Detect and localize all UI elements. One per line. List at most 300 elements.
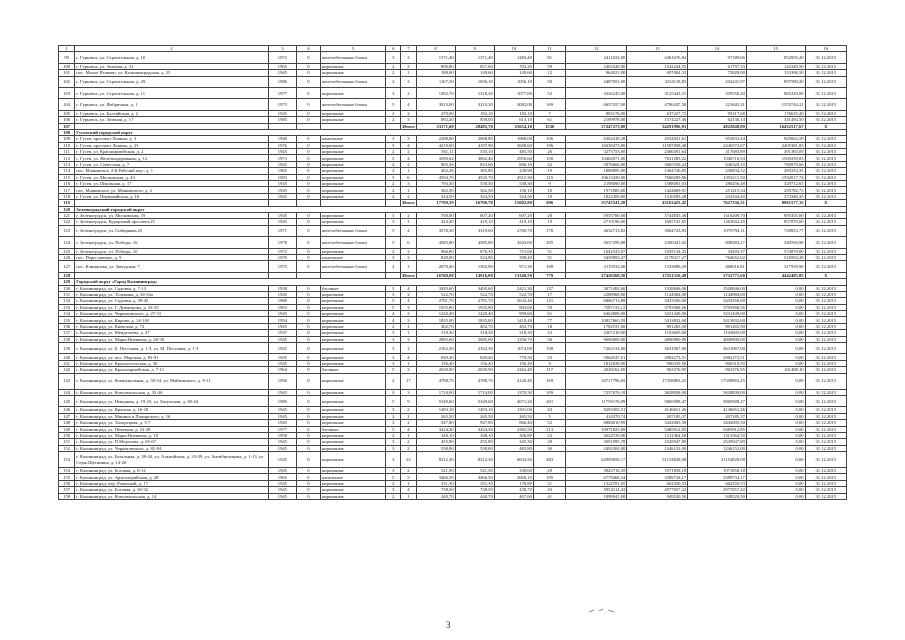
table-cell: 0 [297, 117, 321, 123]
header-cell: 3 [268, 46, 296, 52]
table-cell: 905,56 [416, 161, 455, 167]
table-cell: 5485912,85 [627, 426, 688, 432]
table-cell: 947,80 [416, 420, 455, 426]
table-cell: 5 [386, 426, 401, 432]
table-cell: 1945 [268, 493, 296, 499]
table-cell: кирпичные [320, 212, 385, 218]
table-cell: 1056,10 [494, 76, 533, 87]
table-cell: 265,50 [455, 413, 494, 419]
table-cell: 1986 [268, 76, 296, 87]
table-cell: 398,40 [494, 254, 533, 260]
table-cell: 108 [533, 343, 566, 354]
table-cell: 1492,70 [416, 87, 455, 98]
table-cell: 3 [386, 336, 401, 342]
table-cell: кирпичные [320, 311, 385, 317]
table-cell: 1938 [268, 285, 296, 291]
table-cell: кирпичные [320, 487, 385, 493]
table-cell: 103 [59, 87, 75, 98]
table-cell: 1782531,00 [566, 323, 627, 329]
table-cell: 607,20 [494, 212, 533, 218]
table-cell: г. Гусев, ул. Железнодорожная, д. 12 [75, 155, 268, 161]
table-cell: 1945 [268, 311, 296, 317]
table-cell: 15602,80 [494, 200, 533, 206]
table-cell: 136 [59, 323, 75, 329]
table-cell: 81 [533, 52, 566, 63]
table-cell: 3 [401, 389, 416, 395]
table-cell: 3439983,27 [566, 254, 627, 260]
table-cell: 111 [59, 149, 75, 155]
table-cell: 213 [533, 426, 566, 432]
table-cell: 823,60 [455, 161, 494, 167]
table-cell: 0,00 [746, 487, 805, 493]
handwritten-mark [585, 600, 625, 620]
table-cell: 19 [533, 168, 566, 174]
table-cell: панельные [320, 474, 385, 480]
table-cell: железобетонные блоки [320, 261, 385, 272]
table-cell: 5 [386, 142, 401, 148]
table-cell: 1945 [268, 323, 296, 329]
table-cell: 115 [533, 174, 566, 180]
table-cell: 0 [297, 407, 321, 413]
table-cell: 0 [297, 161, 321, 167]
table-cell: 0 [297, 420, 321, 426]
table-cell: 31.12.2015 [805, 395, 846, 406]
table-cell: г. Зеленоградск, ул. Сибиряков,25 [75, 225, 268, 236]
table-cell: 5 [386, 155, 401, 161]
table-cell: 0 [297, 445, 321, 451]
table-cell: 1316209,70 [688, 212, 747, 218]
table-cell: кирпичные [320, 298, 385, 304]
table-cell: 340594,98 [746, 237, 805, 248]
table-cell: 4146651,26 [688, 407, 747, 413]
table-cell: 2 [386, 193, 401, 199]
table-cell: 318,30 [416, 330, 455, 336]
table-cell: 145 [59, 395, 75, 406]
table-cell: 3071402,00 [566, 285, 627, 291]
table-cell: 31.12.2015 [805, 248, 846, 254]
table-cell: 2 [386, 432, 401, 438]
table-cell: 0 [297, 136, 321, 142]
table-cell: 2719196,00 [566, 219, 627, 225]
table-cell: 101 [59, 70, 75, 76]
document-page [58, 45, 847, 500]
table-cell: 2 [386, 181, 401, 187]
table-cell: 101408,10 [746, 367, 805, 373]
table-cell: 31.12.2015 [805, 330, 846, 336]
table-cell: 155 [59, 474, 75, 480]
table-cell: г. Калининград, ул. Красносельская, д. 30 [75, 360, 268, 366]
table-cell: 5869588,47 [627, 395, 688, 406]
table-cell: 3 [401, 367, 416, 373]
table-cell: 3064723,83 [627, 225, 688, 236]
table-cell: 0 [297, 219, 321, 225]
table-cell: 169 [533, 99, 566, 110]
section-title: Зеленоградский городской округ [75, 206, 847, 212]
table-cell: 54291996,03 [627, 123, 688, 129]
table-cell: 3631067,00 [627, 343, 688, 354]
table-cell: 6633,50 [494, 452, 533, 468]
table-cell: 385,80 [455, 168, 494, 174]
table-cell: 188,00 [416, 70, 455, 76]
table-cell: 522,70 [416, 291, 455, 297]
table-cell: 3608,60 [494, 142, 533, 148]
table-cell: 4543,00 [494, 237, 533, 248]
table-cell: 7627336,31 [688, 200, 747, 206]
table-cell: 0 [297, 395, 321, 406]
table-cell: 857,60 [455, 63, 494, 69]
table-cell: 3424,30 [455, 426, 494, 432]
table-cell: 270,00 [416, 110, 455, 116]
table-row [59, 225, 847, 236]
table-cell: 0 [297, 452, 321, 468]
table-cell: 1945 [268, 110, 296, 116]
table-cell: 485,50 [494, 149, 533, 155]
table-cell: 142340,50 [746, 63, 805, 69]
table-cell: 9600000,00 [566, 336, 627, 342]
table-cell: 964021,00 [566, 70, 627, 76]
table-cell: 102 [59, 76, 75, 87]
table-cell: 1592017,74 [746, 174, 805, 180]
table-cell: железобетонные блоки [320, 76, 385, 87]
table-cell: 530,30 [494, 181, 533, 187]
table-cell: 0,00 [746, 413, 805, 419]
table-cell: 97189,66 [688, 52, 747, 63]
table-cell: кирпичные [320, 174, 385, 180]
table-cell: 100 [59, 63, 75, 69]
table-cell: 5869588,47 [688, 395, 747, 406]
table-cell: кирпичные [320, 336, 385, 342]
table-cell: 4 [401, 142, 416, 148]
table-cell: 4 [386, 317, 401, 323]
table-cell: 0 [297, 52, 321, 63]
table-cell: 0 [297, 110, 321, 116]
table-cell: 1382,90 [455, 261, 494, 272]
table-cell: 120 [59, 206, 75, 212]
table-cell: 2639,90 [455, 367, 494, 373]
table-cell: 324,50 [455, 193, 494, 199]
table-cell: 283333,35 [746, 168, 805, 174]
table-cell: 1035134,43 [627, 248, 688, 254]
header-cell: 12 [566, 46, 627, 52]
table-cell: 17358863,25 [688, 373, 747, 389]
table-cell: г. Гурьевск, ул. Зеленая, д. 31 [75, 63, 268, 69]
table-cell: 0 [297, 142, 321, 148]
table-cell: 2 [401, 420, 416, 426]
table-cell: г. Гурьевск, ул. Зеленая, д. 17 [75, 117, 268, 123]
table-cell: 182,10 [494, 110, 533, 116]
table-cell: 0 [297, 237, 321, 248]
table-cell: 3 [386, 439, 401, 445]
table-cell: пос. Переславское, д. 9 [75, 254, 268, 260]
table-cell: 107 [59, 123, 75, 129]
table-cell: 324,50 [494, 193, 533, 199]
table-cell: 4786247,58 [627, 99, 688, 110]
table-cell: 3466,50 [416, 474, 455, 480]
table-cell: 13340,50 [494, 272, 533, 278]
table-cell: 574879,00 [746, 248, 805, 254]
table-cell: 132 [59, 298, 75, 304]
table-cell: 6304418,28 [566, 136, 627, 142]
header-cell: 6 [386, 46, 401, 52]
table-cell: 1074,00 [494, 343, 533, 354]
table-cell: г. Гусев, ул. Первомайская, д. 16 [75, 193, 268, 199]
table-cell: железобетонные блоки [320, 225, 385, 236]
table-cell: 150,10 [494, 187, 533, 193]
table-cell: 1977 [268, 426, 296, 432]
table-cell: 0 [297, 323, 321, 329]
table-cell: 0 [297, 212, 321, 218]
table-cell: 1964 [268, 367, 296, 373]
table-cell: 0 [297, 298, 321, 304]
table-cell: 0,00 [746, 360, 805, 366]
table-cell: 866,40 [494, 420, 533, 426]
table-cell: кирпичные [320, 360, 385, 366]
table-cell: 738,50 [416, 487, 455, 493]
table-cell: 31.12.2015 [805, 52, 846, 63]
table-cell: 151 [59, 439, 75, 445]
table-cell: 4 [401, 285, 416, 291]
table-cell: 0 [297, 432, 321, 438]
table-cell: железобетонные блоки [320, 52, 385, 63]
header-cell: 2 [75, 46, 268, 52]
table-cell: 110 [59, 142, 75, 148]
table-cell: 12 [533, 70, 566, 76]
table-cell: 1983 [268, 174, 296, 180]
table-cell: 62909856,17 [566, 452, 627, 468]
table-cell: 3 [401, 181, 416, 187]
table-cell: 2 [401, 468, 416, 474]
table-cell: 4219,00 [416, 142, 455, 148]
table-cell: 1493,10 [416, 407, 455, 413]
table-cell: 1144984,00 [627, 291, 688, 297]
table-cell: 5 [386, 474, 401, 480]
table-cell: 2382,50 [494, 426, 533, 432]
table-cell: 31.12.2015 [805, 285, 846, 291]
table-cell: 9 [533, 360, 566, 366]
table-cell: г. Гусев, ул. Школьная, д. 17 [75, 181, 268, 187]
table-cell: 31.12.2015 [805, 452, 846, 468]
table-cell: 2 [401, 291, 416, 297]
table-cell: 10613439,00 [566, 174, 627, 180]
table-cell: 31.12.2015 [805, 343, 846, 354]
table-cell: 1937 [268, 330, 296, 336]
table-cell: 2366591,64 [627, 149, 688, 155]
table-cell: 3442005,50 [627, 420, 688, 426]
table-cell: г. Калининград, ул. Б. Песочная, д. 1-3, ул. М. Песочная, д. 1-3 [75, 343, 268, 354]
table-cell: г. Гусев, проспект Ленина, д. 3 [75, 136, 268, 142]
table-cell: 0,00 [746, 480, 805, 486]
table-cell: 2189978,00 [566, 117, 627, 123]
table-cell: кирпичные [320, 480, 385, 486]
table-cell: 1324701,05 [566, 480, 627, 486]
table-cell: 0,00 [746, 493, 805, 499]
table-cell: 2085,60 [416, 336, 455, 342]
table-cell: X [805, 123, 846, 129]
table-cell: 5349,60 [416, 395, 455, 406]
table-cell: 1356,70 [494, 336, 533, 342]
table-cell: 852955,20 [746, 52, 805, 63]
table-cell: 31.12.2015 [805, 487, 846, 493]
table-cell: 1976 [268, 142, 296, 148]
table-cell: г. Зеленоградск, ул. Московская, 19 [75, 212, 268, 218]
table-cell: 1493,10 [455, 407, 494, 413]
table-cell: 17 [401, 373, 416, 389]
table-cell: г. Гусев, ул. Красноармейская, д. 2 [75, 149, 268, 155]
table-cell: 2 [386, 70, 401, 76]
table-cell: 906319,50 [688, 360, 747, 366]
table-cell: 1569259,83 [746, 155, 805, 161]
table-cell: кирпичные [320, 373, 385, 389]
table-cell: г. Калининград, ул. Тельмана, д. 34-34а [75, 291, 268, 297]
table-cell: 0 [297, 174, 321, 180]
table-cell: железобетонные блоки [320, 99, 385, 110]
table-cell: 897590,20 [746, 76, 805, 87]
table-cell: 31.12.2015 [805, 254, 846, 260]
table-cell: 31.12.2015 [805, 149, 846, 155]
table-cell: 31.12.2015 [805, 426, 846, 432]
table-cell: 306,80 [494, 432, 533, 438]
table-cell: 1835,00 [455, 317, 494, 323]
table-cell: 2162,30 [416, 343, 455, 354]
table-cell: 424,40 [416, 219, 455, 225]
table-row [59, 373, 847, 389]
table-cell: г. Калининград, пер. Ракитный, д. 17 [75, 480, 268, 486]
table-cell: 0,00 [746, 354, 805, 360]
table-cell: 852833,44 [688, 136, 747, 142]
table-cell: 414370,74 [566, 413, 627, 419]
table-cell: г. Калининград, ул. Ботаная, д. 26-32 [75, 487, 268, 493]
table-cell: 149 [59, 426, 75, 432]
table-cell: 491383,09 [746, 149, 805, 155]
table-cell: 125 [59, 248, 75, 254]
table-cell: 0 [297, 439, 321, 445]
table-cell: г. Калининград, ул. Красноармейская, д. 7-11 [75, 367, 268, 373]
table-cell: 0 [297, 367, 321, 373]
table-cell: 318,30 [455, 330, 494, 336]
table-cell: кирпичные [320, 70, 385, 76]
table-cell: 0 [297, 70, 321, 76]
table-cell: 59 [533, 63, 566, 69]
table-cell: Итого [402, 123, 415, 129]
table-cell: 4585,80 [416, 237, 455, 248]
table-cell: г. Калининград, ул. Тихорецкая, д. 5-7 [75, 420, 268, 426]
table-cell: 1 [401, 432, 416, 438]
table-cell: 142 [59, 367, 75, 373]
table-cell: 5 [386, 237, 401, 248]
table-cell: 11759176,99 [566, 395, 627, 406]
table-cell: 3 [386, 343, 401, 354]
table-cell: 2 [386, 480, 401, 486]
table-cell: 0,00 [746, 452, 805, 468]
table-cell: 770,50 [494, 354, 533, 360]
table-cell: 1714,00 [416, 389, 455, 395]
table-cell: 5 [386, 99, 401, 110]
table-cell: 138 [59, 336, 75, 342]
table-cell: 3 [386, 212, 401, 218]
table-row [59, 452, 847, 468]
table-cell: 764652,02 [688, 254, 747, 260]
table-cell: кирпичные [320, 389, 385, 395]
table-cell: 1965 [268, 168, 296, 174]
table-cell: 455,80 [416, 439, 455, 445]
header-cell: 14 [688, 46, 747, 52]
table-cell: 3 [386, 468, 401, 474]
header-cell: 9 [455, 46, 494, 52]
table-cell: 348,10 [416, 432, 455, 438]
table-cell: 3 [386, 487, 401, 493]
table-cell: 0 [297, 336, 321, 342]
table-cell: 153 [59, 452, 75, 468]
table-cell: 77 [533, 317, 566, 323]
table-cell: 1220,40 [455, 311, 494, 317]
table-row [59, 343, 847, 354]
table-cell: 51 [533, 248, 566, 254]
table-cell: г. Гурьевск, ул. Фабричная, д. 1 [75, 99, 268, 110]
table-cell: 4 [386, 311, 401, 317]
table-cell: 1144984,00 [688, 291, 747, 297]
table-cell: 402,28 [416, 168, 455, 174]
table-cell: 963376,95 [627, 367, 688, 373]
table-cell: 146 [59, 407, 75, 413]
table-cell: 419,10 [494, 219, 533, 225]
table-cell: кирпичные [320, 413, 385, 419]
table-cell: 149,60 [494, 70, 533, 76]
table-cell: 26 [533, 149, 566, 155]
table-cell: 2780,70 [494, 225, 533, 236]
header-cell: 10 [494, 46, 533, 52]
table-cell: 2982273,51 [688, 354, 747, 360]
table-cell: г. Гурьевск, ул. Балтийская, д. 2 [75, 110, 268, 116]
table-cell: кирпичные [320, 304, 385, 310]
page-number: 3 [446, 620, 451, 630]
table-cell: 1574227,36 [627, 117, 688, 123]
table-cell: кирпичные [320, 343, 385, 354]
table-cell: 1333086,29 [627, 261, 688, 272]
table-cell: 0 [297, 389, 321, 395]
table-cell: 1283,40 [494, 52, 533, 63]
table-cell: 3 [401, 63, 416, 69]
table-cell: 3 [401, 76, 416, 87]
table-cell: 99 [59, 52, 75, 63]
table-cell: 0,00 [746, 468, 805, 474]
table-cell: 126 [59, 254, 75, 260]
table-cell: 524,80 [455, 254, 494, 260]
table-cell: 1167,50 [416, 76, 455, 87]
table-cell: 3062,40 [455, 155, 494, 161]
table-cell: 1945 [268, 219, 296, 225]
table-cell: 137 [533, 285, 566, 291]
table-cell: 4535,70 [455, 174, 494, 180]
table-cell: 419,10 [455, 219, 494, 225]
table-cell: 2 [401, 407, 416, 413]
table-cell: 195 [533, 474, 566, 480]
table-cell: 3234118,83 [627, 76, 688, 87]
table-cell: 1945 [268, 343, 296, 354]
table-cell: 0,00 [746, 439, 805, 445]
table-cell: 5413832,60 [688, 317, 747, 323]
table-cell: 17 [533, 291, 566, 297]
table-cell: 522,70 [494, 291, 533, 297]
table-cell: 140 [59, 354, 75, 360]
table-cell: 808283,27 [688, 237, 747, 248]
table-cell: панельные [320, 254, 385, 260]
table-cell: кирпичные [320, 193, 385, 199]
table-cell: 0,00 [746, 395, 805, 406]
table-cell: кирпичные [320, 323, 385, 329]
table-cell: г. Калининград, ул. Комсомольская, д. 14 [75, 493, 268, 499]
table-cell: 0,00 [746, 311, 805, 317]
table-cell: 31.12.2015 [805, 155, 846, 161]
